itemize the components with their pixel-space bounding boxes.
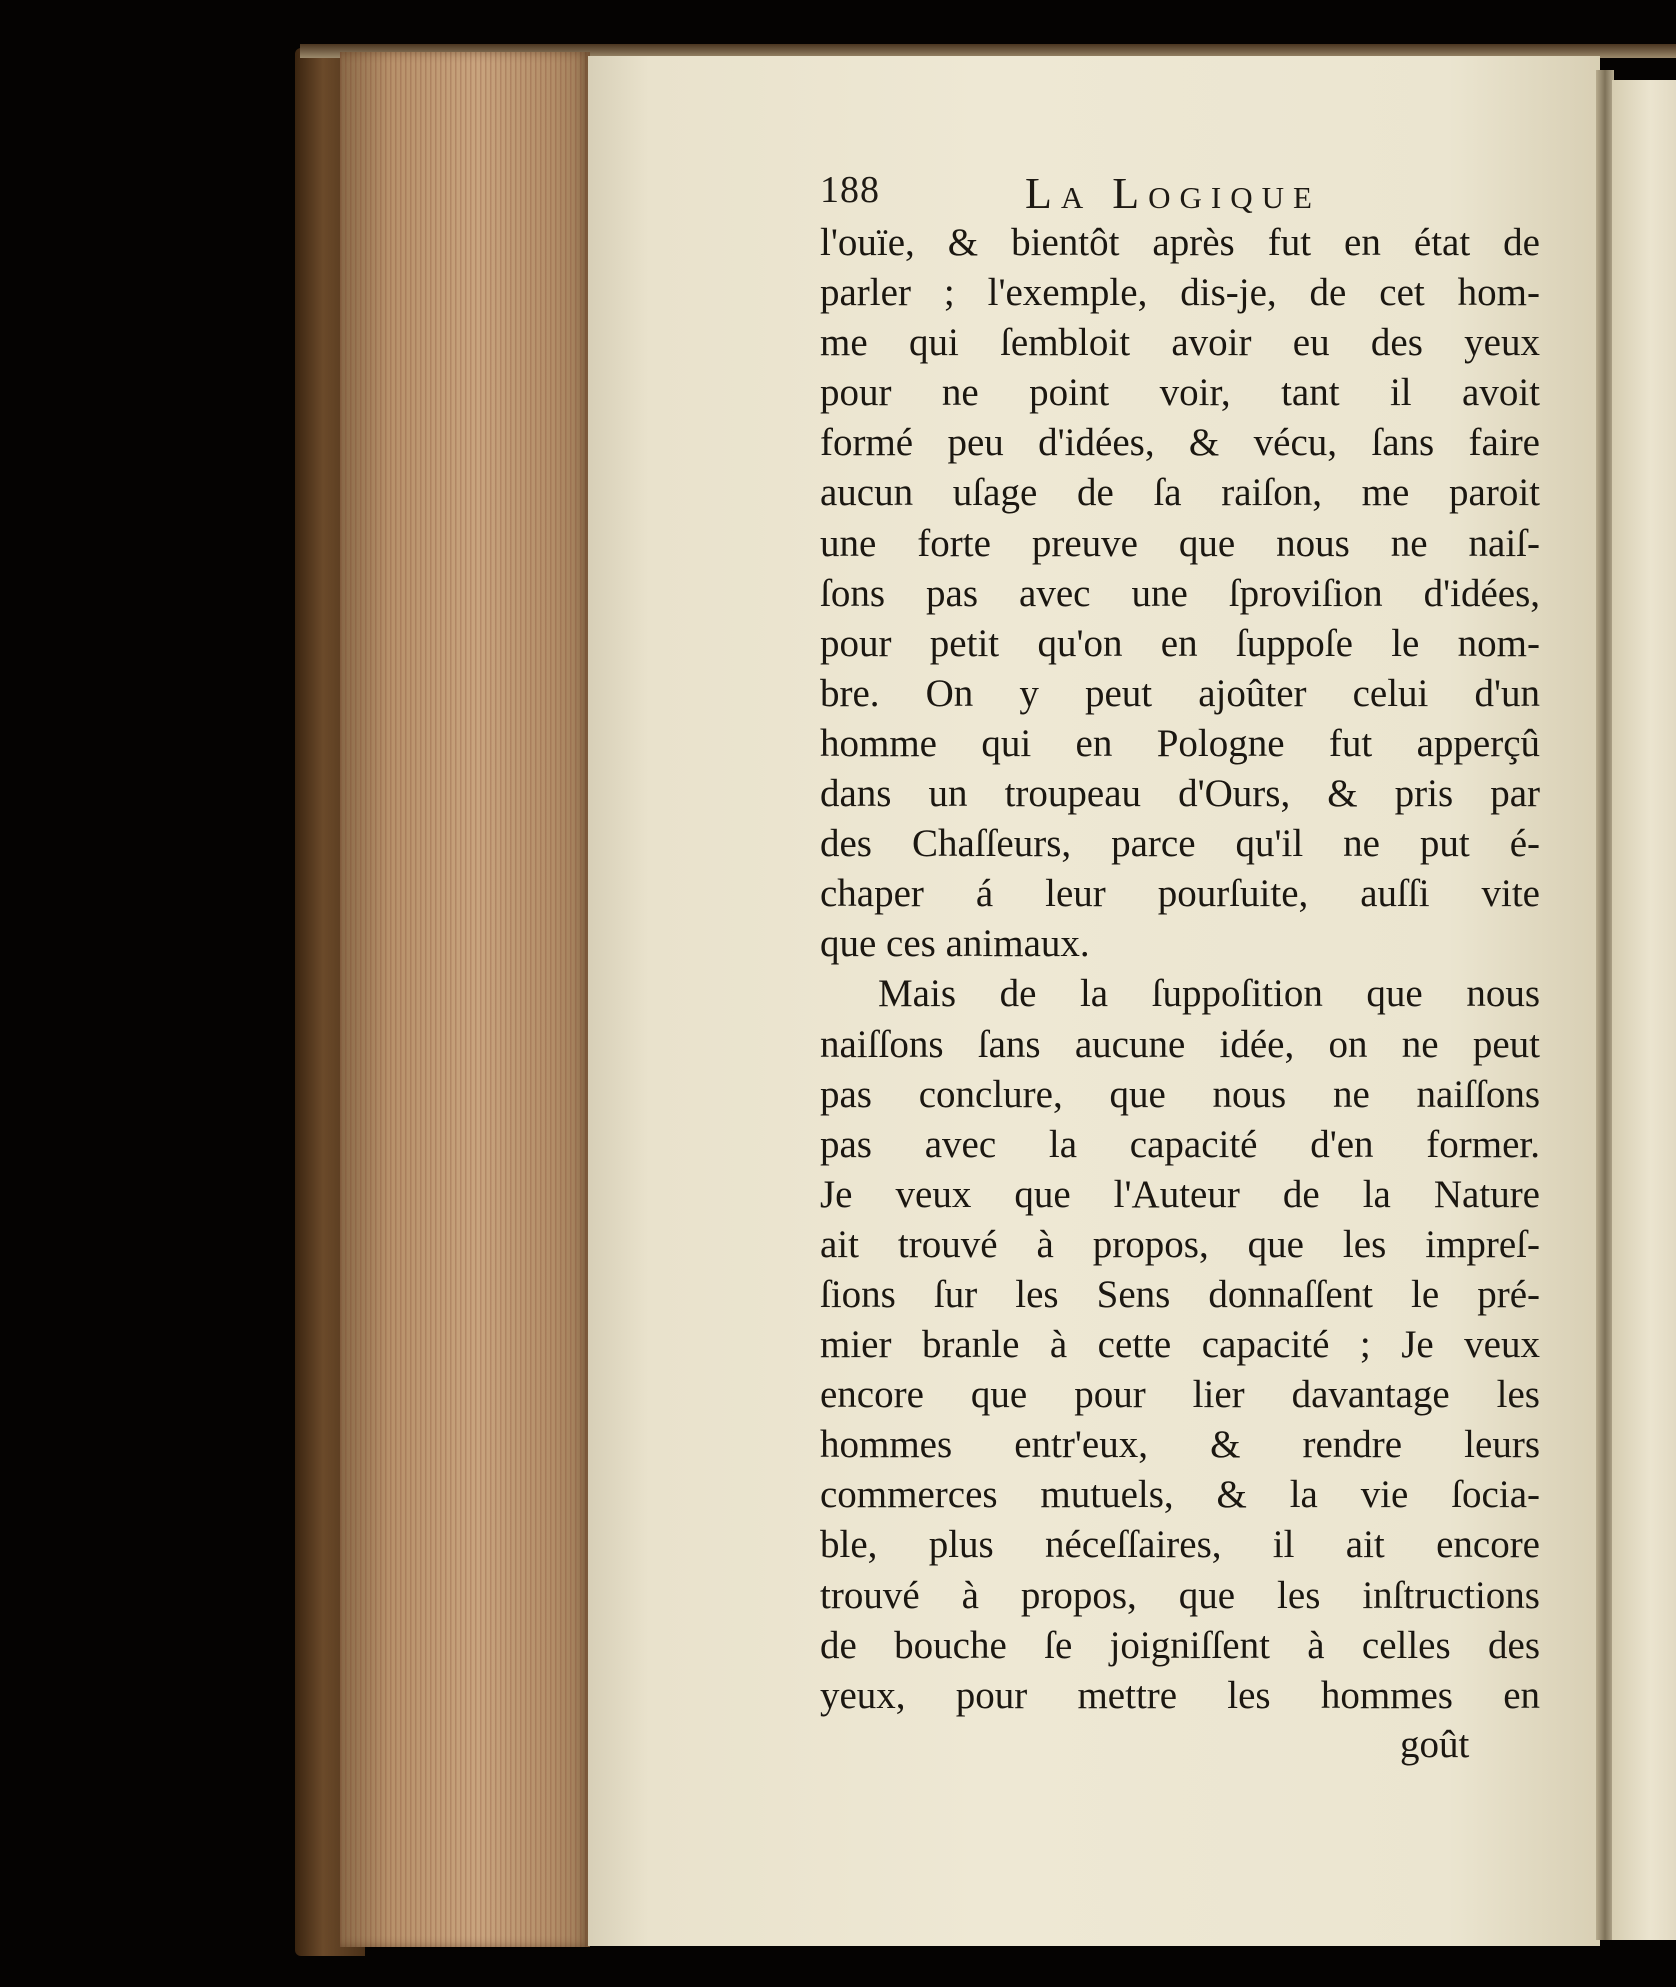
text-line: hommes entr'eux, & rendre leurs	[820, 1423, 1540, 1467]
text-line: aucun uſage de ſa raiſon, me paroit	[820, 471, 1540, 515]
text-line: naiſſons ſans aucune idée, on ne peut	[820, 1022, 1540, 1066]
page-edges	[340, 52, 590, 1947]
text-line: l'ouïe, & bientôt après fut en état de	[820, 221, 1540, 264]
body-text	[820, 218, 1540, 1721]
text-line: pour ne point voir, tant il avoit	[820, 371, 1540, 415]
text-line: yeux, pour mettre les hommes en	[820, 1673, 1540, 1717]
text-line: trouvé à propos, que les inſtructions	[820, 1573, 1540, 1617]
text-line: bre. On y peut ajoûter celui d'un	[820, 671, 1540, 715]
text-line: dans un troupeau d'Ours, & pris par	[820, 772, 1540, 816]
text-line: pas conclure, que nous ne naiſſons	[820, 1072, 1540, 1116]
text-line: homme qui en Pologne fut apperçû	[820, 721, 1540, 765]
paragraph-start-line: Mais de la ſuppoſition que nous	[878, 972, 1540, 1016]
running-head	[820, 168, 1420, 218]
text-line: des Chaſſeurs, parce qu'il ne put é-	[820, 822, 1540, 866]
text-line: chaper á leur pourſuite, auſſi vite	[820, 872, 1540, 916]
text-line: de bouche ſe joigniſſent à celles des	[820, 1623, 1540, 1667]
text-line: pour petit qu'on en ſuppoſe le nom-	[820, 621, 1540, 665]
text-line: encore que pour lier davantage les	[820, 1373, 1540, 1417]
text-line: ſons pas avec une ſproviſion d'idées,	[820, 571, 1540, 615]
text-line: que ces animaux.	[820, 922, 1090, 966]
page-number: 188	[820, 169, 880, 211]
text-line: une forte preuve que nous ne naiſ-	[820, 521, 1540, 565]
text-line: ble, plus néceſſaires, il ait encore	[820, 1523, 1540, 1567]
text-line: pas avec la capacité d'en former.	[820, 1122, 1540, 1166]
running-title: La Logique	[1025, 169, 1321, 218]
text-line: parler ; l'exemple, dis-je, de cet hom-	[820, 271, 1540, 315]
text-line: mier branle à cette capacité ; Je veux	[820, 1323, 1540, 1367]
text-line: me qui ſembloit avoir eu des yeux	[820, 321, 1540, 365]
catchword: goût	[1400, 1723, 1470, 1766]
text-line: formé peu d'idées, & vécu, ſans faire	[820, 421, 1540, 465]
text-line: ait trouvé à propos, que les impreſ-	[820, 1222, 1540, 1266]
text-line: commerces mutuels, & la vie ſocia-	[820, 1473, 1540, 1517]
facing-page-edge	[1612, 80, 1676, 1940]
text-line: Je veux que l'Auteur de la Nature	[820, 1172, 1540, 1216]
text-line: ſions ſur les Sens donnaſſent le pré-	[820, 1272, 1540, 1316]
